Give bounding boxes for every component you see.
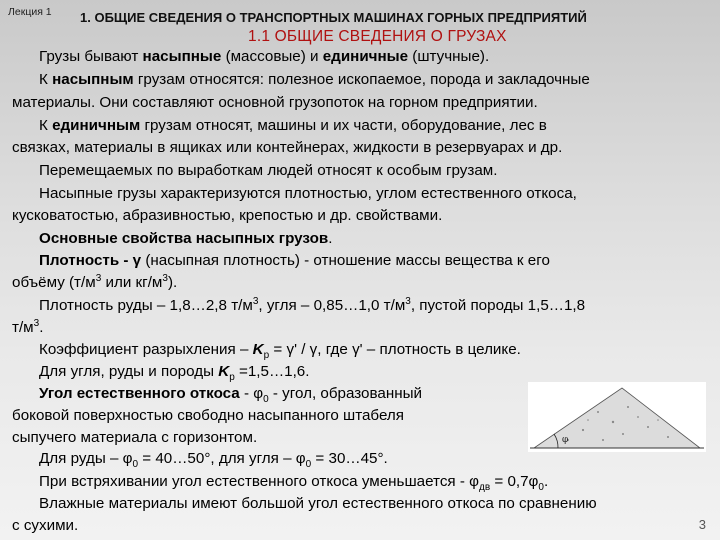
lecture-label: Лекция 1 — [8, 6, 52, 18]
loosening-values-line: Для угля, руды и породы $K_р$ =1,5…1,6. — [39, 363, 310, 384]
paragraph-line-2: К насыпным грузам относятся: полезное ископаемое, порода и закладочные — [39, 71, 590, 88]
density-values-cont: $т/м^3$. — [12, 317, 44, 336]
paragraph-line-6: Перемещаемых по выработкам людей относят к особым грузам. — [39, 162, 498, 179]
repose-angle-cont-2: сыпучего материала с горизонтом. — [12, 429, 258, 446]
angle-label: φ — [562, 435, 569, 445]
repose-angle-figure — [528, 382, 706, 452]
paragraph-line-3: материалы. Они составляют основной грузопоток на горном предприятии. — [12, 94, 538, 111]
paragraph-line-5: связках, материалы в ящиках или контейнерах, жидкости в резервуарах и др. — [12, 139, 563, 156]
shaking-line: При встряхивании угол естественного откоса уменьшается - $\varphi_{дв} = 0,7\varphi_0$. — [39, 473, 549, 494]
loosening-coefficient-line: Коэффициент разрыхления – $K_р = \gamma' / \gamma$, где γ' – плотность в целике. — [39, 341, 521, 362]
density-values-line: Плотность руды – 1,8…2,8 $т/м^3$, угля – 0,85…1,0 $т/м^3$, пустой породы 1,5…1,8 — [39, 295, 586, 314]
paragraph-line-8: кусковатостью, абразивностью, крепостью и др. свойствами. — [12, 207, 443, 224]
wet-materials-line: Влажные материалы имеют большой угол естественного откоса по сравнению — [39, 495, 597, 512]
repose-values-line: Для руды – $\varphi_0$ = 40…50°, для угля – $\varphi_0$ = 30…45°. — [39, 450, 388, 471]
page-number: 3 — [698, 517, 706, 532]
section-heading: Основные свойства насыпных грузов. — [39, 230, 333, 247]
repose-angle-cont-1: боковой поверхностью свободно насыпанного штабеля — [12, 407, 404, 424]
wet-materials-cont: с сухими. — [12, 517, 79, 534]
section-subtitle: 1.1 ОБЩИЕ СВЕДЕНИЯ О ГРУЗАХ — [248, 28, 507, 45]
repose-angle-line: Угол естественного откоса - $\varphi_0$ - угол, образованный — [39, 385, 423, 406]
paragraph-line-7: Насыпные грузы характеризуются плотностью, углом естественного откоса, — [39, 185, 577, 202]
density-line: Плотность - γ (насыпная плотность) - отношение массы вещества к его — [39, 252, 550, 269]
page-title: 1. ОБЩИЕ СВЕДЕНИЯ О ТРАНСПОРТНЫХ МАШИНАХ ГОРНЫХ ПРЕДПРИЯТИЙ — [80, 10, 587, 25]
density-units-line: объёму ($т/м^3$ или $кг/м^3$). — [12, 272, 178, 291]
paragraph-line-1: Грузы бывают насыпные (массовые) и единичные (штучные). — [39, 48, 490, 65]
paragraph-line-4: К единичным грузам относят, машины и их части, оборудование, лес в — [39, 117, 547, 134]
